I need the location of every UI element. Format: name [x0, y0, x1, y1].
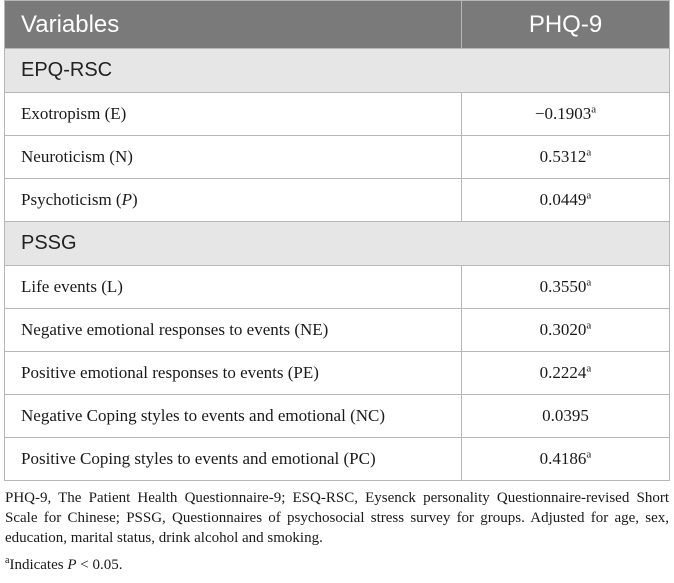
row-label: Life events (L) — [5, 266, 462, 309]
table-row — [5, 93, 670, 136]
table-row — [5, 438, 670, 481]
header-variables: Variables — [5, 1, 462, 49]
section-title: EPQ-RSC — [5, 49, 670, 93]
row-value: −0.1903$^a$ — [462, 93, 670, 136]
row-label: Positive Coping styles to events and emotional (PC) — [5, 438, 462, 481]
table-row — [5, 179, 670, 222]
row-label: Psychoticism (P) — [5, 179, 462, 222]
row-label: Positive emotional responses to events (PE) — [5, 352, 462, 395]
row-value: 0.5312$^a$ — [462, 136, 670, 179]
section-row-epq-rsc — [5, 49, 670, 93]
table-header-row — [5, 1, 670, 49]
row-value: 0.4186$^a$ — [462, 438, 670, 481]
table-footnote: PHQ-9, The Patient Health Questionnaire-9; ESQ-RSC, Eysenck personality Questionnaire-revised Short Scale for Chinese; PSSG, Questionnaires of psychosocial stress survey for groups. Adjusted for age, sex, education, marital status, drink alcohol and smoking. — [5, 490, 669, 546]
results-table — [4, 0, 670, 481]
row-label: Negative emotional responses to events (NE) — [5, 309, 462, 352]
row-label: Exotropism (E) — [5, 93, 462, 136]
table-row — [5, 395, 670, 438]
table-row — [5, 136, 670, 179]
section-row-pssg — [5, 222, 670, 266]
significance-note: $^a$Indicates P < 0.05. — [5, 555, 123, 573]
row-value: 0.0395 — [462, 395, 670, 438]
table-row — [5, 309, 670, 352]
row-label: Neuroticism (N) — [5, 136, 462, 179]
row-value: 0.0449$^a$ — [462, 179, 670, 222]
row-label: Negative Coping styles to events and emotional (NC) — [5, 395, 462, 438]
table-row — [5, 266, 670, 309]
row-value: 0.3020$^a$ — [462, 309, 670, 352]
section-title: PSSG — [5, 222, 670, 266]
header-phq9: PHQ-9 — [462, 1, 670, 49]
table-row — [5, 352, 670, 395]
row-value: 0.3550$^a$ — [462, 266, 670, 309]
row-value: 0.2224$^a$ — [462, 352, 670, 395]
